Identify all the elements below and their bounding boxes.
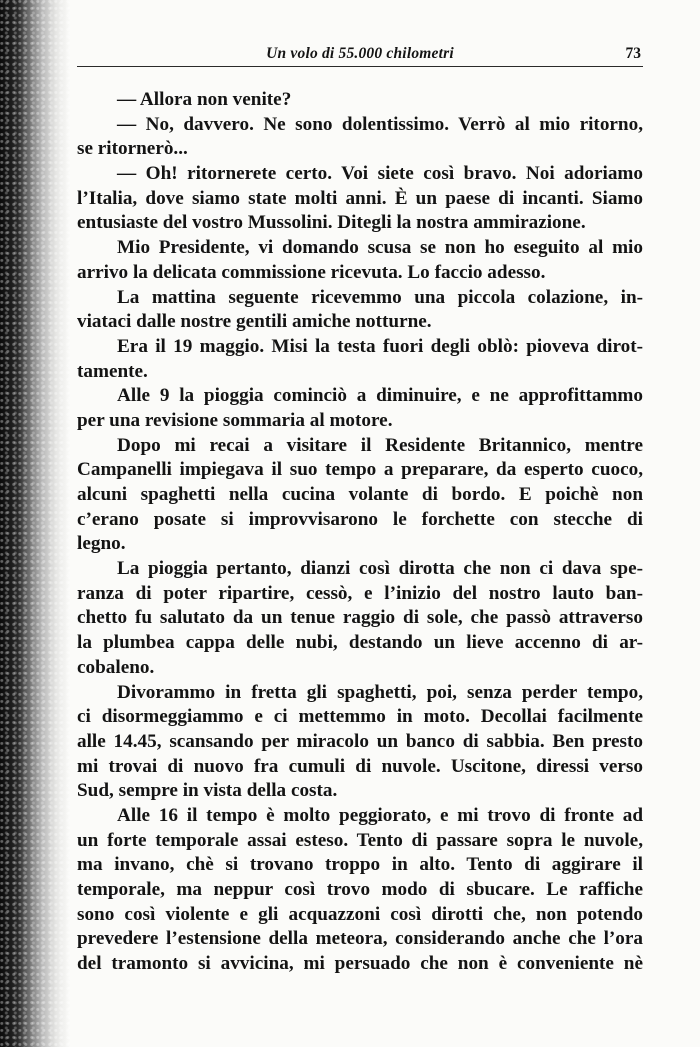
text-line: Alle 9 la pioggia cominciò a diminuire, e ne approfittammo (117, 385, 643, 407)
text-line: temporale, ma neppur così trovo modo di sbucare. Le raffiche (77, 879, 643, 900)
text-line: chetto fu salutato da un tenue raggio di sole, che passò attraverso (77, 607, 643, 629)
text-line: — Oh! ritornerete certo. Voi siete così bravo. Noi adoriamo (117, 163, 643, 185)
text-line: Mio Presidente, vi domando scusa se non ho eseguito al mio (117, 237, 643, 259)
text-line: ranza di poter ripartire, cessò, e l’inizio del nostro lauto ban- (77, 582, 643, 604)
text-line: se ritornerò... (77, 138, 188, 160)
text-line: ma invano, chè si trovano troppo in alto. Tento di aggirare il (77, 854, 643, 876)
text-line: la plumbea cappa delle nubi, destando un lieve accenno di ar- (77, 632, 643, 654)
text-line: Divorammo in fretta gli spaghetti, poi, senza perder tempo, (117, 681, 643, 703)
text-line: arrivo la delicata commissione ricevuta. Lo faccio adesso. (77, 261, 546, 283)
text-line: per una revisione sommaria al motore. (77, 409, 393, 431)
text-line: — Allora non venite? (117, 89, 292, 110)
text-line: legno. (77, 533, 126, 555)
text-line: c’erano posate si improvvisarono le forchette con stecche di (77, 508, 643, 530)
text-line: sono così violente e gli acquazzoni così dirotti che, non potendo (77, 903, 643, 925)
text-line: La pioggia pertanto, dianzi così dirotta che non ci dava spe- (117, 558, 643, 580)
text-line: del tramonto si avvicina, mi persuado che non è conveniente nè (77, 953, 643, 975)
text-line: Era il 19 maggio. Misi la testa fuori degli oblò: pioveva dirot- (117, 335, 643, 357)
text-line: viataci dalle nostre gentili amiche notturne. (77, 311, 432, 333)
text-line: alle 14.45, scansando per miracolo un banco di sabbia. Ben presto (77, 730, 643, 752)
text-line: alcuni spaghetti nella cucina volante di bordo. E poichè non (77, 484, 643, 505)
text-line: La mattina seguente ricevemmo una piccola colazione, in- (117, 286, 643, 308)
text-line: ci disormeggiammo e ci mettemmo in moto. Decollai facilmente (77, 706, 643, 728)
text-line: prevedere l’estensione della meteora, considerando anche che l’ora (77, 928, 643, 950)
running-title: Un volo di 55.000 chilometri (266, 45, 454, 62)
book-page (77, 0, 643, 1047)
text-line: Sud, sempre in vista della costa. (77, 780, 338, 802)
book-binding-shadow (0, 0, 70, 1047)
text-line: mi trovai di nuovo fra cumuli di nuvole. Uscitone, diressi verso (77, 755, 643, 777)
text-line: entusiaste del vostro Mussolini. Ditegli la nostra ammirazione. (77, 212, 586, 234)
text-line: un forte temporale assai esteso. Tento di passare sopra le nuvole, (77, 829, 643, 851)
text-line: Alle 16 il tempo è molto peggiorato, e mi trovo di fronte ad (117, 804, 643, 826)
text-line: cobaleno. (77, 656, 155, 678)
text-line: l’Italia, dove siamo state molti anni. È un paese di incanti. Siamo (77, 187, 643, 209)
body-text (77, 88, 643, 977)
page-number: 73 (625, 45, 641, 62)
text-line: — No, davvero. Ne sono dolentissimo. Verrò al mio ritorno, (117, 113, 643, 135)
text-line: Dopo mi recai a visitare il Residente Britannico, mentre (117, 434, 643, 456)
running-head (77, 44, 643, 67)
text-line: Campanelli impiegava il suo tempo a preparare, da esperto cuoco, (77, 459, 643, 481)
text-line: tamente. (77, 360, 148, 382)
